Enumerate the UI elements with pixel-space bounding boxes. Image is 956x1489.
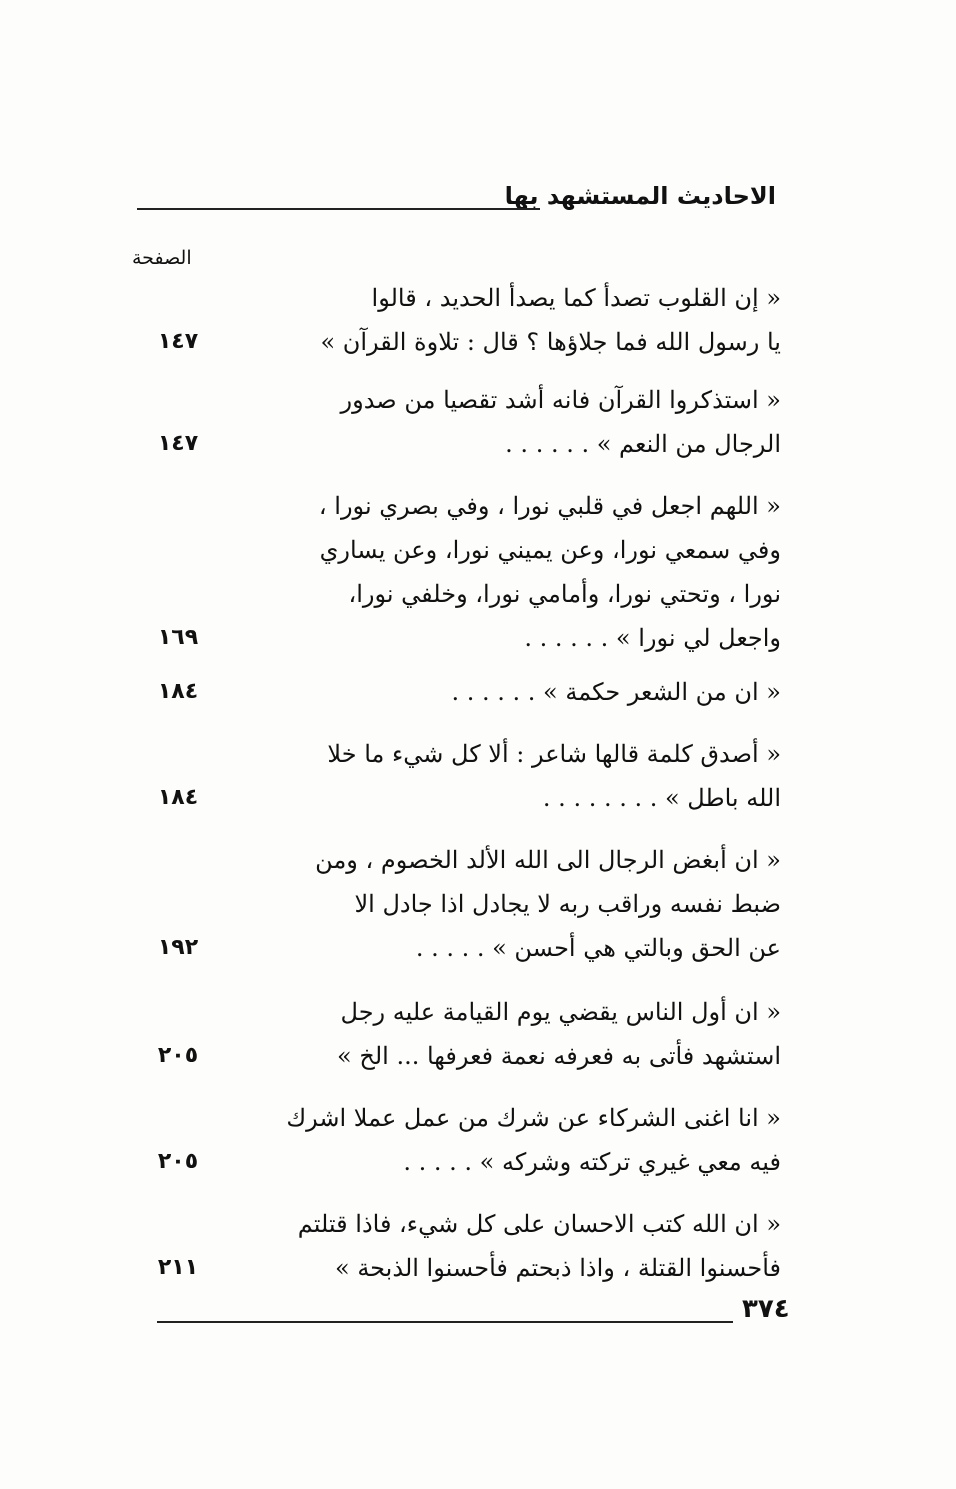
hadith-text-line: فيه معي غيري تركته وشركه » . . . . . bbox=[403, 1148, 781, 1176]
page-reference: ١٨٤ bbox=[157, 679, 199, 704]
hadith-text-line: « ان أول الناس يقضي يوم القيامة عليه رجل bbox=[340, 998, 781, 1026]
hadith-text-line: الرجال من النعم » . . . . . . bbox=[505, 430, 781, 458]
hadith-text-line: « ان من الشعر حكمة » . . . . . . bbox=[451, 678, 781, 706]
hadith-text-line: « إن القلوب تصدأ كما يصدأ الحديد ، قالوا bbox=[371, 284, 781, 312]
hadith-text-line: « انا اغنى الشركاء عن شرك من عمل عملا اشرك bbox=[286, 1104, 781, 1132]
page-title: الاحاديث المستشهد بها bbox=[504, 182, 776, 210]
page-column-label: الصفحة bbox=[132, 247, 192, 269]
hadith-text-line: « اللهم اجعل في قلبي نورا ، وفي بصري نورا ، bbox=[318, 492, 781, 520]
page-reference: ١٦٩ bbox=[157, 625, 199, 650]
hadith-text-line: فأحسنوا القتلة ، واذا ذبحتم فأحسنوا الذبحة » bbox=[335, 1254, 781, 1282]
page-reference: ١٤٧ bbox=[157, 431, 199, 456]
hadith-text-line: « ان أبغض الرجال الى الله الألد الخصوم ، ومن bbox=[315, 846, 781, 874]
hadith-text-line: واجعل لي نورا » . . . . . . bbox=[524, 624, 781, 652]
hadith-text-line: يا رسول الله فما جلاؤها ؟ قال : تلاوة القرآن » bbox=[320, 328, 781, 356]
footer-rule bbox=[157, 1321, 733, 1323]
page-reference: ٢٠٥ bbox=[157, 1043, 199, 1068]
hadith-text-line: عن الحق وبالتي هي أحسن » . . . . . bbox=[415, 934, 781, 962]
page-number: ٣٧٤ bbox=[742, 1294, 790, 1324]
header-rule bbox=[137, 208, 540, 210]
page-reference: ١٩٢ bbox=[157, 935, 199, 960]
hadith-text-line: الله باطل » . . . . . . . . bbox=[542, 784, 781, 812]
hadith-text-line: ضبط نفسه وراقب ربه لا يجادل اذا جادل الا bbox=[354, 890, 781, 918]
hadith-text-line: استشهد فأتى به فعرفه نعمة فعرفها ... الخ » bbox=[337, 1042, 781, 1070]
page-reference: ١٨٤ bbox=[157, 785, 199, 810]
page-reference: ١٤٧ bbox=[157, 329, 199, 354]
hadith-text-line: نورا ، وتحتي نورا، وأمامي نورا، وخلفي نورا، bbox=[348, 580, 781, 608]
hadith-text-line: « ان الله كتب الاحسان على كل شيء، فاذا قتلتم bbox=[297, 1210, 781, 1238]
hadith-text-line: وفي سمعي نورا، وعن يميني نورا، وعن يساري bbox=[319, 536, 781, 564]
hadith-text-line: « أصدق كلمة قالها شاعر : ألا كل شيء ما خلا bbox=[327, 740, 781, 768]
page-reference: ٢١١ bbox=[157, 1255, 199, 1280]
page-reference: ٢٠٥ bbox=[157, 1149, 199, 1174]
hadith-text-line: « استذكروا القرآن فانه أشد تقصيا من صدور bbox=[340, 386, 781, 414]
